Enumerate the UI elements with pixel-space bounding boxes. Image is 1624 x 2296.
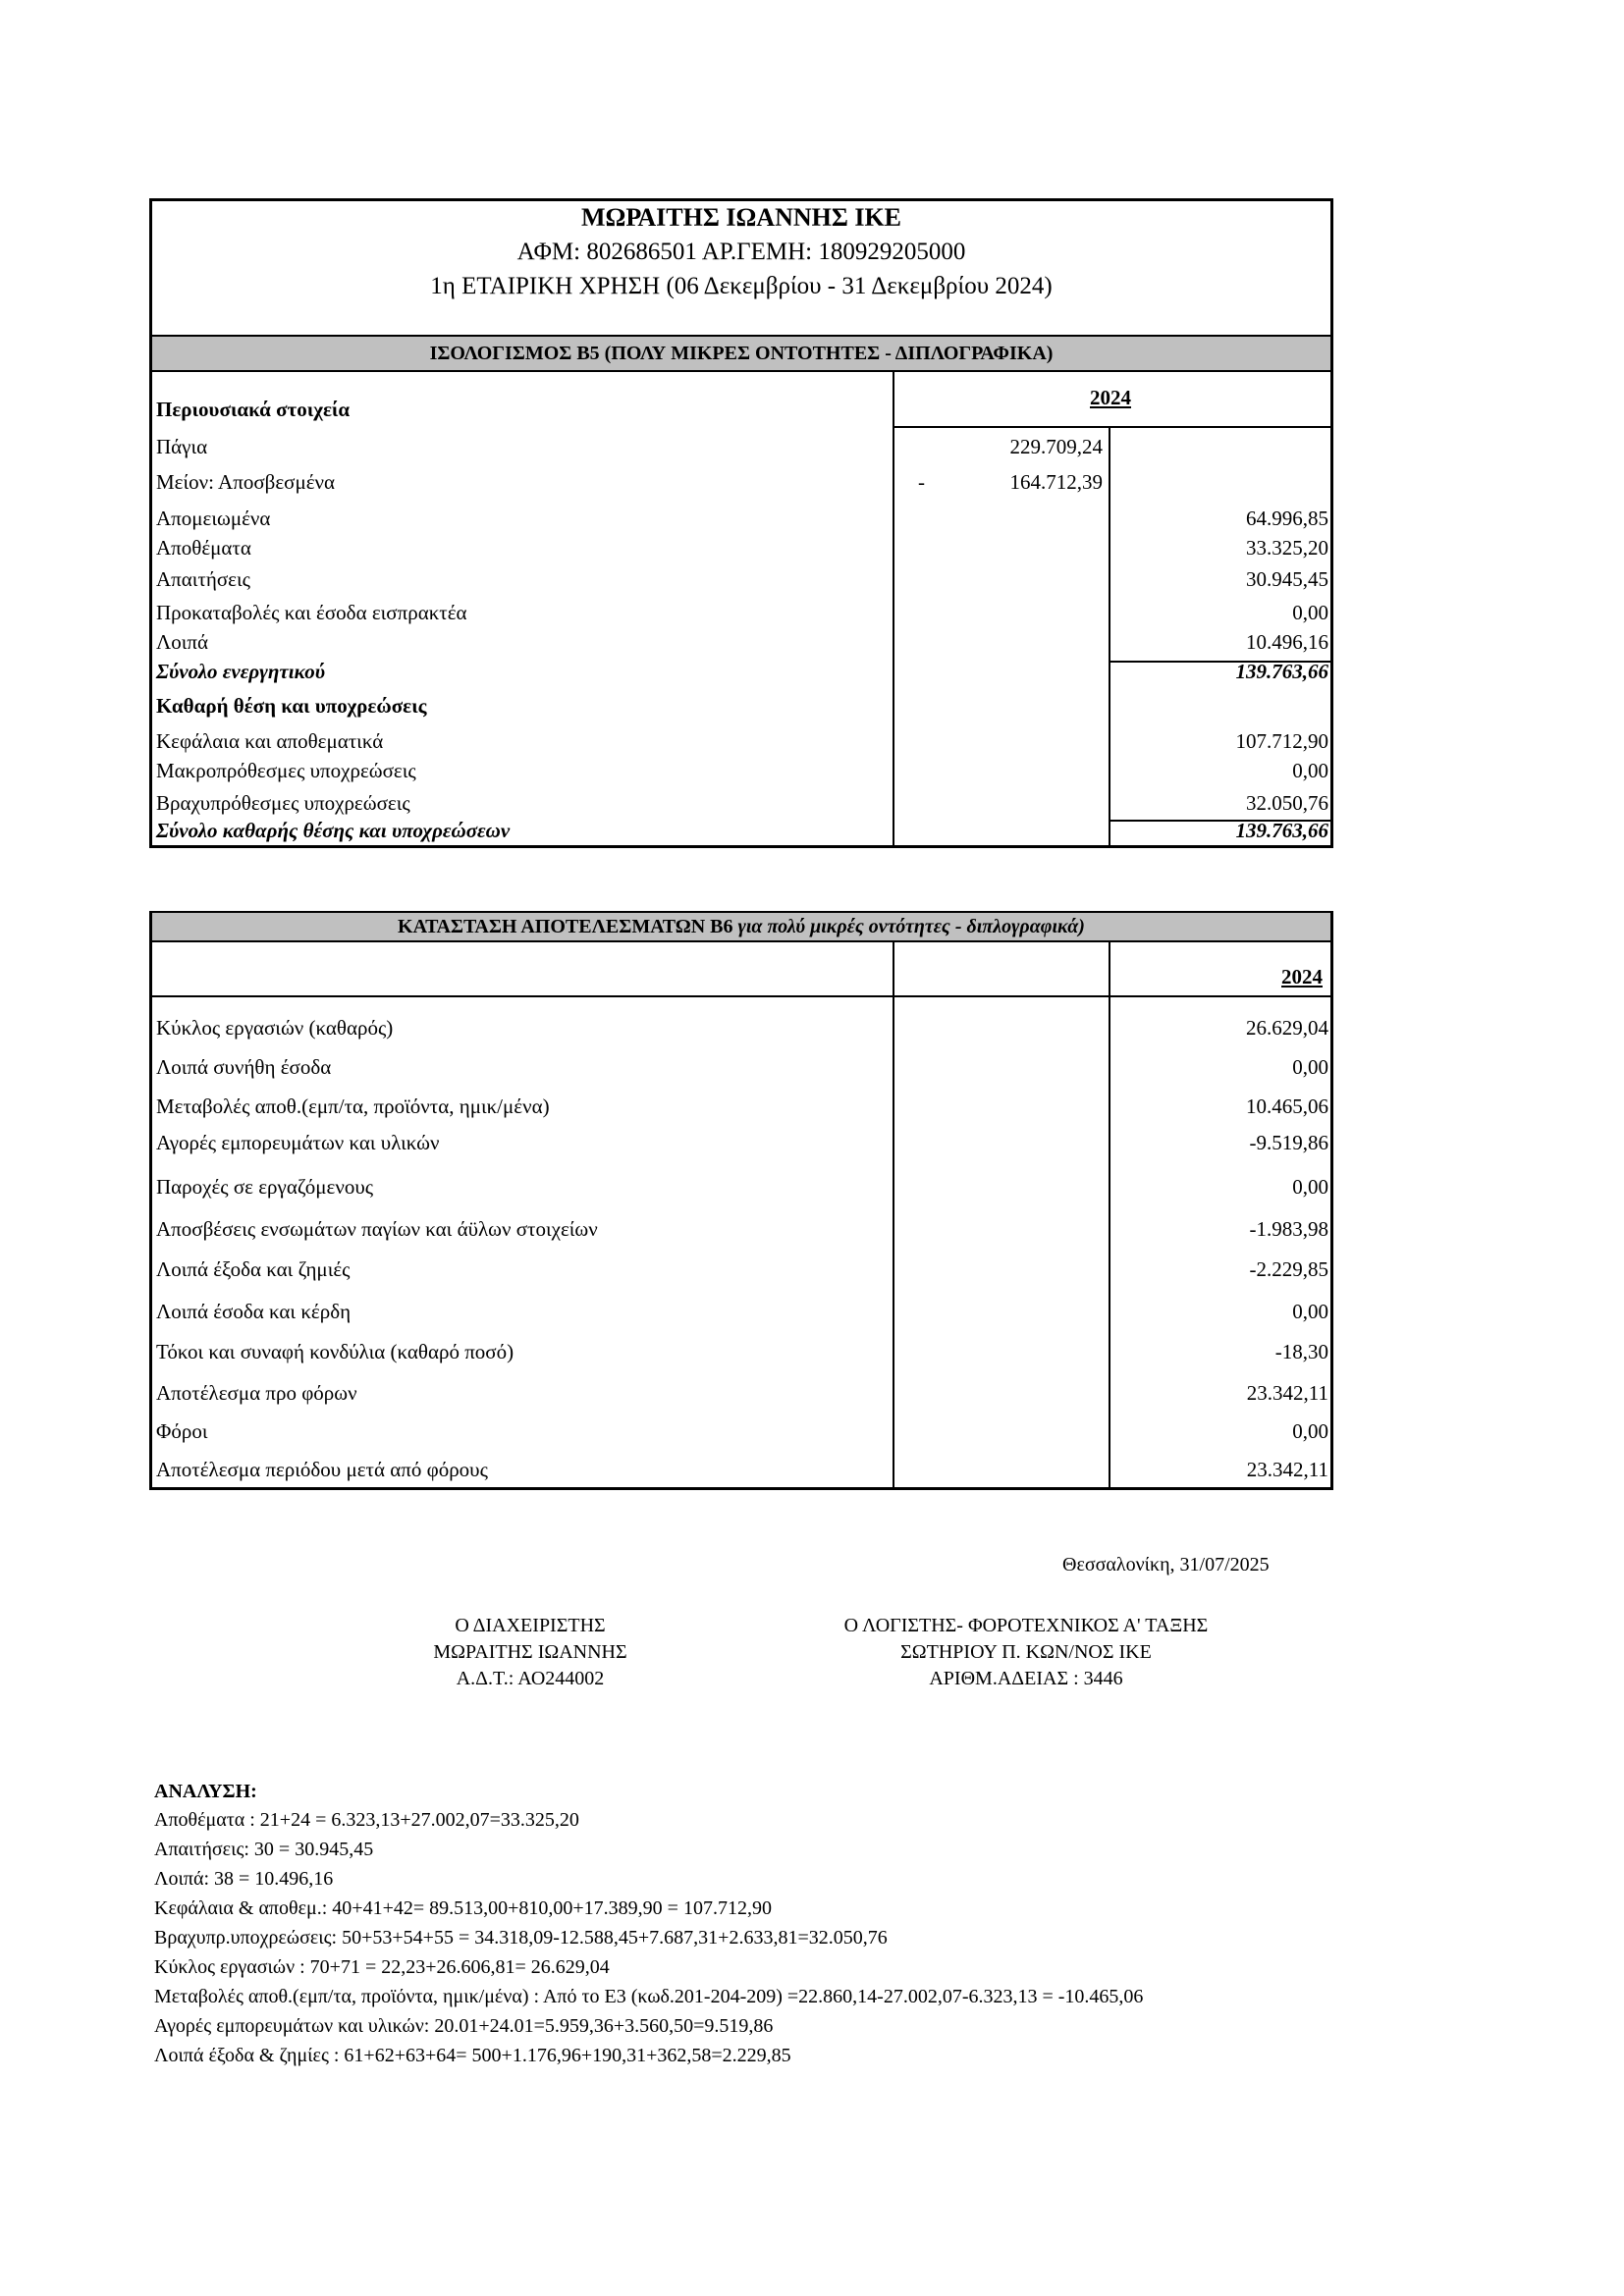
asset-row-value: 30.945,45 (1246, 567, 1328, 591)
liability-row-label: Κεφάλαια και αποθεματικά (156, 729, 384, 753)
income-row-label: Αποτέλεσμα προ φόρων (156, 1381, 357, 1405)
income-row-label: Λοιπά έξοδα και ζημιές (156, 1257, 351, 1281)
year-header: 2024 (1281, 965, 1323, 988)
fixed-assets-label: Πάγια (156, 435, 208, 458)
income-row-label: Αποτέλεσμα περιόδου μετά από φόρους (156, 1458, 488, 1481)
income-row-label: Λοιπά έσοδα και κέρδη (156, 1300, 352, 1323)
analysis-line: Λοιπά: 38 = 10.496,16 (154, 1868, 334, 1890)
header-divider (152, 995, 1333, 997)
place-date: Θεσσαλονίκη, 31/07/2025 (1062, 1554, 1270, 1575)
asset-row-value: 64.996,85 (1246, 507, 1328, 530)
asset-row-label: Απαιτήσεις (156, 567, 250, 591)
company-name: ΜΩΡΑΙΤΗΣ ΙΩΑΝΝΗΣ ΙΚΕ (580, 203, 902, 232)
income-row-value: -9.519,86 (1249, 1131, 1328, 1154)
income-row-value: 26.629,04 (1246, 1016, 1328, 1040)
liability-row-value: 32.050,76 (1246, 791, 1328, 815)
asset-row-label: Αποθέματα (156, 536, 251, 560)
depreciation-label: Μείον: Αποσβεσμένα (156, 470, 336, 494)
income-row-label: Αγορές εμπορευμάτων και υλικών (156, 1131, 440, 1154)
balance-sheet-box (149, 198, 1333, 848)
column-divider (1109, 942, 1110, 1490)
income-row-label: Τόκοι και συναφή κονδύλια (καθαρό ποσό) (156, 1340, 514, 1363)
liabilities-heading: Καθαρή θέση και υποχρεώσεις (156, 694, 427, 718)
income-statement-title (152, 913, 1330, 942)
year-header: 2024 (1090, 386, 1131, 409)
total-assets-value: 139.763,66 (1235, 660, 1328, 683)
manager-title: Ο ΔΙΑΧΕΙΡΙΣΤΗΣ (455, 1615, 606, 1636)
income-row-value: 0,00 (1292, 1175, 1328, 1199)
income-row-value: 0,00 (1292, 1300, 1328, 1323)
year-header-divider (893, 426, 1333, 428)
manager-id: Α.Δ.Τ.: ΑΟ244002 (456, 1668, 605, 1689)
income-row-label: Αποσβέσεις ενσωμάτων παγίων και άϋλων στοιχείων (156, 1217, 598, 1241)
income-row-label: Παροχές σε εργαζόμενους (156, 1175, 374, 1199)
analysis-line: Κεφάλαια & αποθεμ.: 40+41+42= 89.513,00+810,00+17.389,90 = 107.712,90 (154, 1897, 772, 1919)
total-assets-label: Σύνολο ενεργητικού (156, 660, 326, 683)
analysis-line: Κύκλος εργασιών : 70+71 = 22,23+26.606,81= 26.629,04 (154, 1956, 610, 1978)
asset-row-value: 33.325,20 (1246, 536, 1328, 560)
fiscal-period: 1η ΕΤΑΙΡΙΚΗ ΧΡΗΣΗ (06 Δεκεμβρίου - 31 Δεκεμβρίου 2024) (430, 273, 1053, 299)
analysis-line: Αγορές εμπορευμάτων και υλικών: 20.01+24.01=5.959,36+3.560,50=9.519,86 (154, 2015, 774, 2037)
analysis-line: Αποθέματα : 21+24 = 6.323,13+27.002,07=33.325,20 (154, 1809, 579, 1831)
minus-sign: - (918, 470, 925, 494)
analysis-line: Βραχυπρ.υποχρεώσεις: 50+53+54+55 = 34.318,09-12.588,45+7.687,31+2.633,81=32.050,76 (154, 1927, 888, 1949)
asset-row-label: Λοιπά (156, 630, 208, 654)
asset-row-label: Απομειωμένα (156, 507, 271, 530)
asset-row-value: 10.496,16 (1246, 630, 1328, 654)
income-row-label: Κύκλος εργασιών (καθαρός) (156, 1016, 394, 1040)
tax-ids: ΑΦΜ: 802686501 ΑΡ.ΓΕΜΗ: 180929205000 (516, 239, 966, 265)
income-row-value: 0,00 (1292, 1419, 1328, 1443)
fixed-assets-value: 229.709,24 (1009, 435, 1103, 458)
accountant-license: ΑΡΙΘΜ.ΑΔΕΙΑΣ : 3446 (929, 1668, 1123, 1689)
balance-sheet-title: ΙΣΟΛΟΓΙΣΜΟΣ Β5 (ΠΟΛΥ ΜΙΚΡΕΣ ΟΝΤΟΤΗΤΕΣ - ΔΙΠΛΟΓΡΑΦΙΚΑ) (152, 335, 1330, 372)
accountant-title: Ο ΛΟΓΙΣΤΗΣ- ΦΟΡΟΤΕΧΝΙΚΟΣ Α' ΤΑΞΗΣ (843, 1615, 1209, 1636)
income-row-value: 23.342,11 (1246, 1458, 1328, 1481)
total-liabilities-label: Σύνολο καθαρής θέσης και υποχρεώσεων (156, 819, 511, 842)
liability-row-label: Μακροπρόθεσμες υποχρεώσεις (156, 759, 416, 782)
column-divider (1109, 426, 1110, 848)
income-row-value: 0,00 (1292, 1055, 1328, 1079)
liability-row-value: 107.712,90 (1235, 729, 1328, 753)
total-liabilities-value: 139.763,66 (1235, 819, 1328, 842)
income-row-value: -1.983,98 (1249, 1217, 1328, 1241)
income-row-value: 23.342,11 (1246, 1381, 1328, 1405)
manager-name: ΜΩΡΑΙΤΗΣ ΙΩΑΝΝΗΣ (433, 1641, 627, 1663)
income-row-label: Φόροι (156, 1419, 208, 1443)
accountant-firm: ΣΩΤΗΡΙΟΥ Π. ΚΩΝ/ΝΟΣ ΙΚΕ (900, 1641, 1152, 1663)
analysis-line: Λοιπά έξοδα & ζημίες : 61+62+63+64= 500+1.176,96+190,31+362,58=2.229,85 (154, 2045, 791, 2066)
income-statement-box (149, 911, 1333, 1490)
analysis-heading: ΑΝΑΛΥΣΗ: (154, 1781, 257, 1802)
income-row-label: Μεταβολές αποθ.(εμπ/τα, προϊόντα, ημικ/μένα) (156, 1095, 550, 1118)
analysis-line: Μεταβολές αποθ.(εμπ/τα, προϊόντα, ημικ/μένα) : Από το Ε3 (κωδ.201-204-209) =22.860,14-27.002,07-6.323,13 = -10.465,06 (154, 1986, 1144, 2007)
column-divider (893, 372, 894, 848)
assets-heading: Περιουσιακά στοιχεία (156, 398, 351, 421)
liability-row-label: Βραχυπρόθεσμες υποχρεώσεις (156, 791, 410, 815)
depreciation-value: 164.712,39 (1009, 470, 1103, 494)
column-divider (893, 942, 894, 1490)
income-statement-title-main: ΚΑΤΑΣΤΑΣΗ ΑΠΟΤΕΛΕΣΜΑΤΩΝ Β6 (398, 916, 738, 937)
income-statement-title-sub: για πολύ μικρές οντότητες - διπλογραφικά) (737, 916, 1085, 937)
income-row-value: -18,30 (1274, 1340, 1328, 1363)
asset-row-label: Προκαταβολές και έσοδα εισπρακτέα (156, 601, 467, 624)
income-row-label: Λοιπά συνήθη έσοδα (156, 1055, 332, 1079)
asset-row-value: 0,00 (1292, 601, 1328, 624)
income-row-value: -2.229,85 (1249, 1257, 1328, 1281)
analysis-line: Απαιτήσεις: 30 = 30.945,45 (154, 1839, 374, 1860)
income-row-value: 10.465,06 (1246, 1095, 1328, 1118)
liability-row-value: 0,00 (1292, 759, 1328, 782)
